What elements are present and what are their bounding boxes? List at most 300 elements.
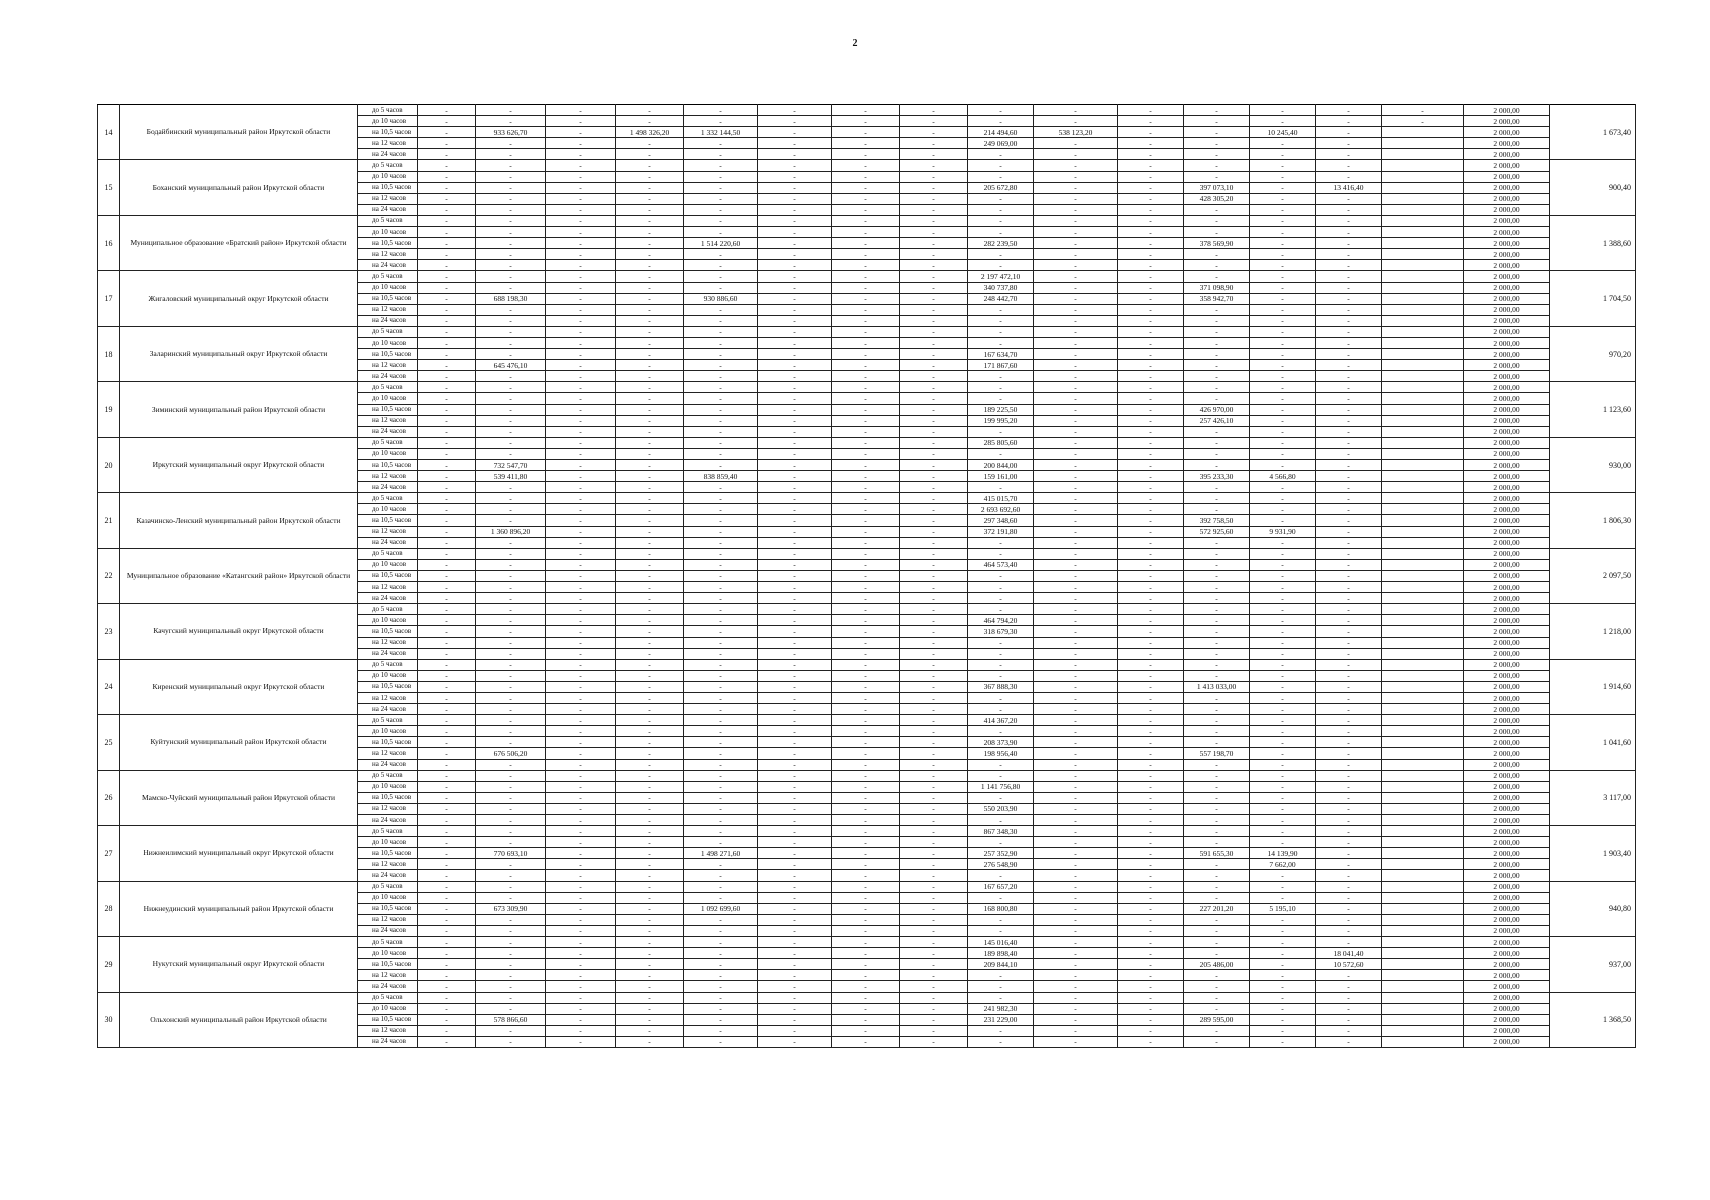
value-cell: - xyxy=(1034,460,1118,471)
value-cell xyxy=(1382,393,1464,404)
value-cell: - xyxy=(546,204,616,215)
value-cell: - xyxy=(1118,360,1184,371)
value-cell: - xyxy=(418,770,476,781)
duration-label: до 10 часов xyxy=(358,1003,418,1014)
municipality-name: Куйтунский муниципальный район Иркутской области xyxy=(120,715,358,770)
duration-label: до 10 часов xyxy=(358,615,418,626)
value-cell: - xyxy=(1316,848,1382,859)
value-cell: - xyxy=(1034,704,1118,715)
value-cell: - xyxy=(418,360,476,371)
value-cell: - xyxy=(832,937,900,948)
value-cell: - xyxy=(476,215,546,226)
value-cell: - xyxy=(616,415,684,426)
value-cell: - xyxy=(1118,959,1184,970)
value-cell: - xyxy=(758,460,832,471)
value-cell: - xyxy=(1034,881,1118,892)
table-row xyxy=(98,604,1636,615)
value-cell: - xyxy=(1034,859,1118,870)
value-cell: - xyxy=(832,737,900,748)
value-cell: - xyxy=(616,792,684,803)
value-cell: - xyxy=(476,692,546,703)
value-cell: - xyxy=(616,948,684,959)
value-cell: - xyxy=(832,460,900,471)
value-cell: - xyxy=(546,515,616,526)
value-cell: - xyxy=(832,815,900,826)
value-cell: - xyxy=(546,903,616,914)
value-cell: - xyxy=(1118,704,1184,715)
value-cell xyxy=(1382,570,1464,581)
municipality-name: Муниципальное образование «Братский район» Иркутской области xyxy=(120,215,358,270)
value-cell: - xyxy=(476,626,546,637)
value-cell: - xyxy=(1250,637,1316,648)
value-cell: - xyxy=(758,548,832,559)
value-cell: - xyxy=(546,615,616,626)
value-cell: 397 073,10 xyxy=(1184,182,1250,193)
value-cell: 18 041,40 xyxy=(1316,948,1382,959)
value-cell: - xyxy=(1034,681,1118,692)
price-cell: 2 000,00 xyxy=(1464,471,1550,482)
value-cell: - xyxy=(832,116,900,127)
value-cell: - xyxy=(1250,238,1316,249)
value-cell: - xyxy=(1118,892,1184,903)
value-cell: - xyxy=(900,282,968,293)
value-cell: - xyxy=(418,160,476,171)
value-cell: - xyxy=(1034,870,1118,881)
municipality-name: Муниципальное образование «Катангский район» Иркутской области xyxy=(120,548,358,603)
value-cell: - xyxy=(1034,848,1118,859)
value-cell: - xyxy=(1034,537,1118,548)
value-cell: - xyxy=(476,105,546,116)
value-cell xyxy=(1382,349,1464,360)
value-cell: - xyxy=(616,737,684,748)
value-cell: - xyxy=(1184,537,1250,548)
value-cell: - xyxy=(616,471,684,482)
value-cell: - xyxy=(1034,937,1118,948)
value-cell: - xyxy=(418,992,476,1003)
value-cell: - xyxy=(684,548,758,559)
value-cell: - xyxy=(616,548,684,559)
value-cell xyxy=(1382,659,1464,670)
value-cell: - xyxy=(1250,504,1316,515)
value-cell: - xyxy=(546,1025,616,1036)
value-cell: - xyxy=(1118,349,1184,360)
value-cell: - xyxy=(616,293,684,304)
value-cell: - xyxy=(1118,160,1184,171)
value-cell: - xyxy=(418,271,476,282)
value-cell: - xyxy=(684,792,758,803)
value-cell: - xyxy=(1034,193,1118,204)
value-cell: - xyxy=(758,859,832,870)
value-cell xyxy=(1382,914,1464,925)
value-cell: - xyxy=(418,903,476,914)
value-cell: - xyxy=(1316,992,1382,1003)
value-cell xyxy=(1382,482,1464,493)
value-cell: 645 476,10 xyxy=(476,360,546,371)
value-cell: - xyxy=(1118,1025,1184,1036)
value-cell: 168 800,80 xyxy=(968,903,1034,914)
price-cell: 2 000,00 xyxy=(1464,837,1550,848)
value-cell: - xyxy=(418,537,476,548)
value-cell: - xyxy=(900,249,968,260)
value-cell: - xyxy=(900,260,968,271)
value-cell: - xyxy=(1118,227,1184,238)
value-cell: - xyxy=(418,582,476,593)
value-cell: 189 898,40 xyxy=(968,948,1034,959)
value-cell: - xyxy=(684,726,758,737)
value-cell: - xyxy=(418,393,476,404)
price-cell: 2 000,00 xyxy=(1464,781,1550,792)
value-cell: - xyxy=(1184,937,1250,948)
value-cell: - xyxy=(758,426,832,437)
value-cell: - xyxy=(1250,737,1316,748)
value-cell: - xyxy=(1250,615,1316,626)
value-cell: - xyxy=(546,970,616,981)
value-cell: - xyxy=(900,415,968,426)
value-cell: - xyxy=(476,792,546,803)
municipality-name: Зиминский муниципальный район Иркутской области xyxy=(120,382,358,437)
value-cell: - xyxy=(418,227,476,238)
value-cell: - xyxy=(832,182,900,193)
table-row xyxy=(98,992,1636,1003)
municipality-name: Нижнеилимский муниципальный округ Иркутской области xyxy=(120,826,358,881)
duration-label: на 12 часов xyxy=(358,803,418,814)
value-cell: - xyxy=(900,670,968,681)
value-cell: - xyxy=(1034,282,1118,293)
value-cell: - xyxy=(968,1036,1034,1047)
value-cell: - xyxy=(900,859,968,870)
value-cell: 838 859,40 xyxy=(684,471,758,482)
value-cell: - xyxy=(1118,415,1184,426)
value-cell: - xyxy=(1118,215,1184,226)
value-cell: - xyxy=(418,626,476,637)
value-cell: - xyxy=(1316,1003,1382,1014)
value-cell: - xyxy=(968,326,1034,337)
value-cell xyxy=(1382,726,1464,737)
value-cell: - xyxy=(1034,171,1118,182)
total-cell: 1 806,30 xyxy=(1550,493,1636,548)
value-cell: - xyxy=(1382,116,1464,127)
value-cell: - xyxy=(418,659,476,670)
value-cell: - xyxy=(758,238,832,249)
value-cell: - xyxy=(418,826,476,837)
value-cell: - xyxy=(832,914,900,925)
value-cell xyxy=(1382,670,1464,681)
value-cell: - xyxy=(1034,559,1118,570)
duration-label: на 12 часов xyxy=(358,138,418,149)
value-cell: - xyxy=(1118,870,1184,881)
value-cell: 227 201,20 xyxy=(1184,903,1250,914)
price-cell: 2 000,00 xyxy=(1464,1036,1550,1047)
value-cell: - xyxy=(476,737,546,748)
value-cell: - xyxy=(476,326,546,337)
value-cell: - xyxy=(476,914,546,925)
value-cell: 426 970,00 xyxy=(1184,404,1250,415)
value-cell xyxy=(1382,737,1464,748)
value-cell: - xyxy=(1118,593,1184,604)
value-cell: - xyxy=(1250,515,1316,526)
value-cell: - xyxy=(418,937,476,948)
value-cell: - xyxy=(616,559,684,570)
value-cell: - xyxy=(758,504,832,515)
value-cell: - xyxy=(546,692,616,703)
value-cell: - xyxy=(1316,160,1382,171)
value-cell: - xyxy=(546,593,616,604)
value-cell: - xyxy=(1184,626,1250,637)
value-cell: 1 413 033,00 xyxy=(1184,681,1250,692)
value-cell: - xyxy=(758,670,832,681)
value-cell: - xyxy=(1316,304,1382,315)
value-cell: - xyxy=(968,925,1034,936)
value-cell: - xyxy=(1118,315,1184,326)
value-cell: - xyxy=(1034,970,1118,981)
value-cell: - xyxy=(1250,1014,1316,1025)
value-cell xyxy=(1382,337,1464,348)
value-cell: - xyxy=(1118,715,1184,726)
value-cell: - xyxy=(832,282,900,293)
price-cell: 2 000,00 xyxy=(1464,959,1550,970)
value-cell xyxy=(1382,582,1464,593)
value-cell: - xyxy=(758,681,832,692)
value-cell: - xyxy=(546,271,616,282)
value-cell: - xyxy=(900,659,968,670)
value-cell: - xyxy=(1184,803,1250,814)
value-cell: - xyxy=(900,171,968,182)
price-cell: 2 000,00 xyxy=(1464,426,1550,437)
value-cell: - xyxy=(684,892,758,903)
value-cell: - xyxy=(1118,193,1184,204)
value-cell: - xyxy=(1184,670,1250,681)
value-cell: - xyxy=(546,559,616,570)
value-cell: - xyxy=(476,182,546,193)
value-cell: - xyxy=(1316,349,1382,360)
value-cell: - xyxy=(758,792,832,803)
municipality-name: Бодайбинский муниципальный район Иркутской области xyxy=(120,105,358,160)
value-cell: - xyxy=(900,326,968,337)
value-cell: - xyxy=(684,881,758,892)
value-cell: - xyxy=(616,204,684,215)
value-cell: - xyxy=(616,659,684,670)
value-cell: - xyxy=(1034,160,1118,171)
value-cell: - xyxy=(1034,615,1118,626)
value-cell xyxy=(1382,537,1464,548)
value-cell xyxy=(1382,1014,1464,1025)
value-cell: - xyxy=(1118,149,1184,160)
total-cell: 1 914,60 xyxy=(1550,659,1636,714)
value-cell: - xyxy=(684,260,758,271)
value-cell: - xyxy=(1118,626,1184,637)
duration-label: до 5 часов xyxy=(358,604,418,615)
value-cell: - xyxy=(1250,193,1316,204)
value-cell: - xyxy=(1118,903,1184,914)
value-cell: 1 514 220,60 xyxy=(684,238,758,249)
table-row xyxy=(98,105,1636,116)
value-cell: - xyxy=(1184,726,1250,737)
value-cell: - xyxy=(1250,759,1316,770)
table-row xyxy=(98,826,1636,837)
value-cell: 5 195,10 xyxy=(1250,903,1316,914)
value-cell: - xyxy=(900,149,968,160)
value-cell: - xyxy=(1118,182,1184,193)
value-cell: - xyxy=(1118,582,1184,593)
value-cell: - xyxy=(968,637,1034,648)
value-cell: - xyxy=(616,271,684,282)
value-cell: - xyxy=(1034,515,1118,526)
value-cell: - xyxy=(900,515,968,526)
value-cell: - xyxy=(1184,482,1250,493)
value-cell: 2 197 472,10 xyxy=(968,271,1034,282)
duration-label: на 24 часов xyxy=(358,1036,418,1047)
value-cell: - xyxy=(684,1036,758,1047)
value-cell: - xyxy=(1316,371,1382,382)
value-cell: - xyxy=(1184,615,1250,626)
value-cell: - xyxy=(1184,138,1250,149)
duration-label: на 24 часов xyxy=(358,870,418,881)
value-cell: - xyxy=(758,648,832,659)
value-cell: - xyxy=(616,215,684,226)
duration-label: на 10,5 часов xyxy=(358,127,418,138)
price-cell: 2 000,00 xyxy=(1464,704,1550,715)
value-cell: - xyxy=(1034,582,1118,593)
value-cell: - xyxy=(418,171,476,182)
value-cell xyxy=(1382,837,1464,848)
value-cell: - xyxy=(684,715,758,726)
value-cell: - xyxy=(616,903,684,914)
municipality-name: Киренский муниципальный округ Иркутской области xyxy=(120,659,358,714)
value-cell: - xyxy=(1316,116,1382,127)
row-number: 30 xyxy=(98,992,120,1047)
value-cell: - xyxy=(546,848,616,859)
row-number: 28 xyxy=(98,881,120,936)
price-cell: 2 000,00 xyxy=(1464,116,1550,127)
value-cell: - xyxy=(476,670,546,681)
value-cell: - xyxy=(758,105,832,116)
value-cell: - xyxy=(968,426,1034,437)
value-cell: - xyxy=(832,1025,900,1036)
value-cell: - xyxy=(616,914,684,925)
value-cell: - xyxy=(1034,249,1118,260)
value-cell: - xyxy=(418,437,476,448)
value-cell: - xyxy=(758,759,832,770)
value-cell: - xyxy=(684,493,758,504)
duration-label: на 12 часов xyxy=(358,526,418,537)
value-cell: - xyxy=(900,537,968,548)
value-cell: - xyxy=(476,515,546,526)
price-cell: 2 000,00 xyxy=(1464,482,1550,493)
duration-label: до 5 часов xyxy=(358,105,418,116)
value-cell: - xyxy=(758,526,832,537)
value-cell: - xyxy=(758,1014,832,1025)
value-cell: - xyxy=(684,992,758,1003)
value-cell: - xyxy=(900,1014,968,1025)
value-cell: - xyxy=(1034,892,1118,903)
total-cell: 930,00 xyxy=(1550,437,1636,492)
value-cell: - xyxy=(684,870,758,881)
value-cell: - xyxy=(968,371,1034,382)
value-cell: - xyxy=(832,859,900,870)
value-cell: - xyxy=(546,149,616,160)
value-cell: - xyxy=(684,826,758,837)
value-cell: - xyxy=(418,415,476,426)
value-cell: - xyxy=(684,371,758,382)
value-cell: - xyxy=(1250,437,1316,448)
value-cell: - xyxy=(1316,271,1382,282)
value-cell: - xyxy=(1250,537,1316,548)
duration-label: на 12 часов xyxy=(358,360,418,371)
value-cell: - xyxy=(1118,992,1184,1003)
price-cell: 2 000,00 xyxy=(1464,803,1550,814)
value-cell: - xyxy=(758,493,832,504)
value-cell: - xyxy=(476,537,546,548)
value-cell: - xyxy=(684,504,758,515)
value-cell: - xyxy=(968,227,1034,238)
value-cell: - xyxy=(1316,615,1382,626)
value-cell: - xyxy=(1184,304,1250,315)
price-cell: 2 000,00 xyxy=(1464,349,1550,360)
value-cell: - xyxy=(616,881,684,892)
price-cell: 2 000,00 xyxy=(1464,570,1550,581)
value-cell: - xyxy=(900,215,968,226)
row-number: 22 xyxy=(98,548,120,603)
value-cell xyxy=(1382,948,1464,959)
value-cell: - xyxy=(684,559,758,570)
value-cell: - xyxy=(968,815,1034,826)
value-cell: - xyxy=(1118,116,1184,127)
duration-label: до 5 часов xyxy=(358,326,418,337)
value-cell: - xyxy=(900,848,968,859)
value-cell: - xyxy=(832,149,900,160)
value-cell: - xyxy=(968,582,1034,593)
value-cell: - xyxy=(758,815,832,826)
duration-label: до 5 часов xyxy=(358,271,418,282)
value-cell: - xyxy=(900,360,968,371)
value-cell: - xyxy=(546,116,616,127)
value-cell: 145 016,40 xyxy=(968,937,1034,948)
value-cell: - xyxy=(832,382,900,393)
value-cell: - xyxy=(900,826,968,837)
value-cell xyxy=(1382,293,1464,304)
value-cell: - xyxy=(546,837,616,848)
value-cell: - xyxy=(616,116,684,127)
value-cell: - xyxy=(758,537,832,548)
value-cell: - xyxy=(616,437,684,448)
value-cell: - xyxy=(1184,582,1250,593)
duration-label: до 10 часов xyxy=(358,393,418,404)
value-cell: - xyxy=(900,393,968,404)
value-cell: - xyxy=(546,482,616,493)
value-cell: - xyxy=(900,792,968,803)
value-cell: - xyxy=(684,582,758,593)
value-cell: - xyxy=(832,881,900,892)
value-cell: - xyxy=(758,615,832,626)
value-cell: - xyxy=(832,948,900,959)
value-cell: - xyxy=(1316,471,1382,482)
value-cell: - xyxy=(758,704,832,715)
value-cell: - xyxy=(546,249,616,260)
value-cell: - xyxy=(1034,715,1118,726)
value-cell xyxy=(1382,315,1464,326)
value-cell xyxy=(1382,715,1464,726)
value-cell: - xyxy=(1184,948,1250,959)
value-cell: - xyxy=(832,193,900,204)
value-cell: - xyxy=(900,1036,968,1047)
value-cell: - xyxy=(758,881,832,892)
value-cell: - xyxy=(1118,404,1184,415)
value-cell: - xyxy=(832,848,900,859)
value-cell: - xyxy=(900,914,968,925)
value-cell: - xyxy=(684,337,758,348)
value-cell: - xyxy=(418,1025,476,1036)
value-cell: - xyxy=(546,870,616,881)
